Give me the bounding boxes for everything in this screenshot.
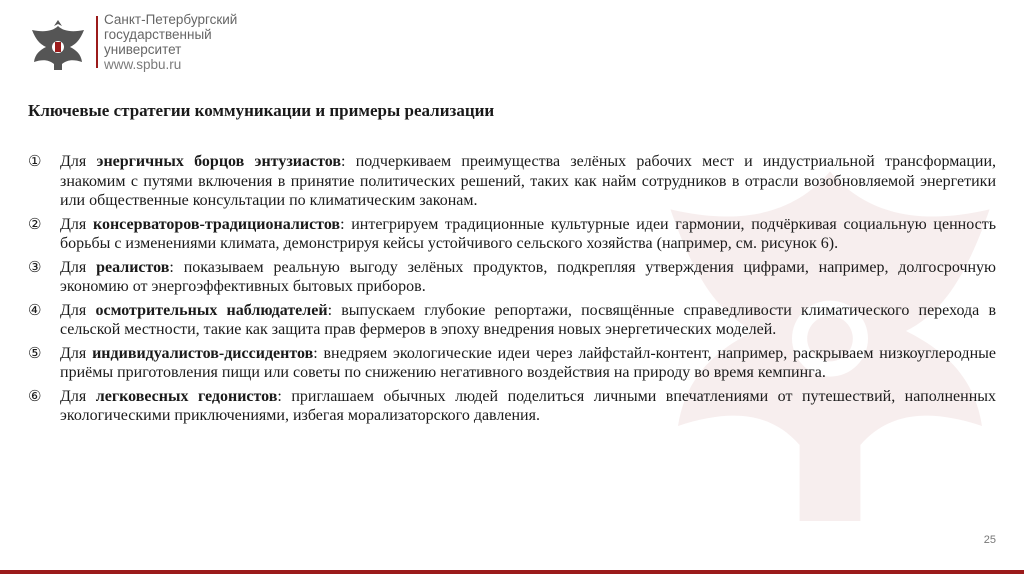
- item-audience: энергичных борцов энтузиастов: [96, 153, 341, 170]
- item-prefix: Для: [60, 301, 96, 319]
- page-number: 25: [983, 534, 996, 546]
- item-audience: легковесных гедонистов: [95, 387, 278, 405]
- item-text: [60, 258, 996, 297]
- item-prefix: Для: [60, 258, 97, 276]
- slide-heading: Ключевые стратегии коммуникации и примеры реализации: [28, 101, 495, 120]
- strategy-list: [28, 152, 996, 430]
- item-text: [60, 301, 996, 340]
- list-item: [28, 301, 996, 340]
- item-prefix: Для: [60, 215, 93, 233]
- item-number: ③: [28, 257, 42, 276]
- university-logo-text: [104, 12, 237, 72]
- item-description: : подчеркиваем преимущества зелёных рабочих мест и индустриальной трансформации, знакомим с путями включения в принятие политических решений, таких как найм сотрудников в отрасли возобновляемой энергетики или общественные консультации по климатическим законам.: [60, 153, 997, 209]
- logo-line-3: университет: [104, 42, 182, 57]
- list-item: [28, 387, 996, 426]
- bottom-accent-bar: [0, 570, 1024, 574]
- spbu-emblem-icon: [28, 14, 88, 74]
- item-description: : интегрируем традиционные культурные идеи гармонии, подчёркивая социальную ценность борьбы с изменениями климата, демонстрируя кейсы устойчивого сельского хозяйства (например, см. рисунок 6).: [60, 215, 996, 252]
- list-item: [28, 258, 996, 297]
- item-audience: осмотрительных наблюдателей: [95, 301, 328, 319]
- item-text: [60, 152, 996, 211]
- item-prefix: Для: [60, 153, 97, 170]
- logo-line-2: государственный: [104, 27, 212, 42]
- item-number: ①: [28, 152, 42, 170]
- item-description: : показываем реальную выгоду зелёных продуктов, подкрепляя утверждения цифрами, например, долгосрочную экономию от энергоэффективных бытовых приборов.: [60, 258, 997, 295]
- list-item: [28, 215, 996, 254]
- logo-url: www.spbu.ru: [104, 57, 182, 72]
- logo-line-1: Санкт-Петербургский: [104, 12, 238, 27]
- item-text: [60, 215, 996, 254]
- item-number: ②: [28, 214, 42, 233]
- item-number: ⑥: [28, 386, 42, 405]
- logo-divider: [96, 16, 98, 68]
- item-description: : приглашаем обычных людей поделиться личными впечатлениями от путешествий, наполненных экологическими приключениями, избегая морализаторского давления.: [60, 387, 996, 424]
- item-description: : выпускаем глубокие репортажи, посвящённые справедливости климатического перехода в сельской местности, такие как защита прав фермеров в эпоху внедрения новых энергетических моделей.: [60, 301, 997, 338]
- list-item: [28, 344, 996, 383]
- item-number: ⑤: [28, 343, 42, 362]
- item-audience: консерваторов-традиционалистов: [92, 215, 341, 233]
- item-text: [60, 387, 996, 426]
- list-item: [28, 152, 996, 211]
- item-prefix: Для: [60, 344, 93, 362]
- item-description: : внедряем экологические идеи через лайфстайл-контент, например, раскрываем низкоуглеродные приёмы приготовления пищи или советы по снижению негативного воздействия на природу во время кемпинга.: [60, 344, 996, 381]
- item-prefix: Для: [60, 387, 96, 405]
- item-audience: реалистов: [96, 258, 170, 276]
- item-text: [60, 344, 996, 383]
- item-number: ④: [28, 300, 42, 319]
- item-audience: индивидуалистов-диссидентов: [92, 344, 314, 362]
